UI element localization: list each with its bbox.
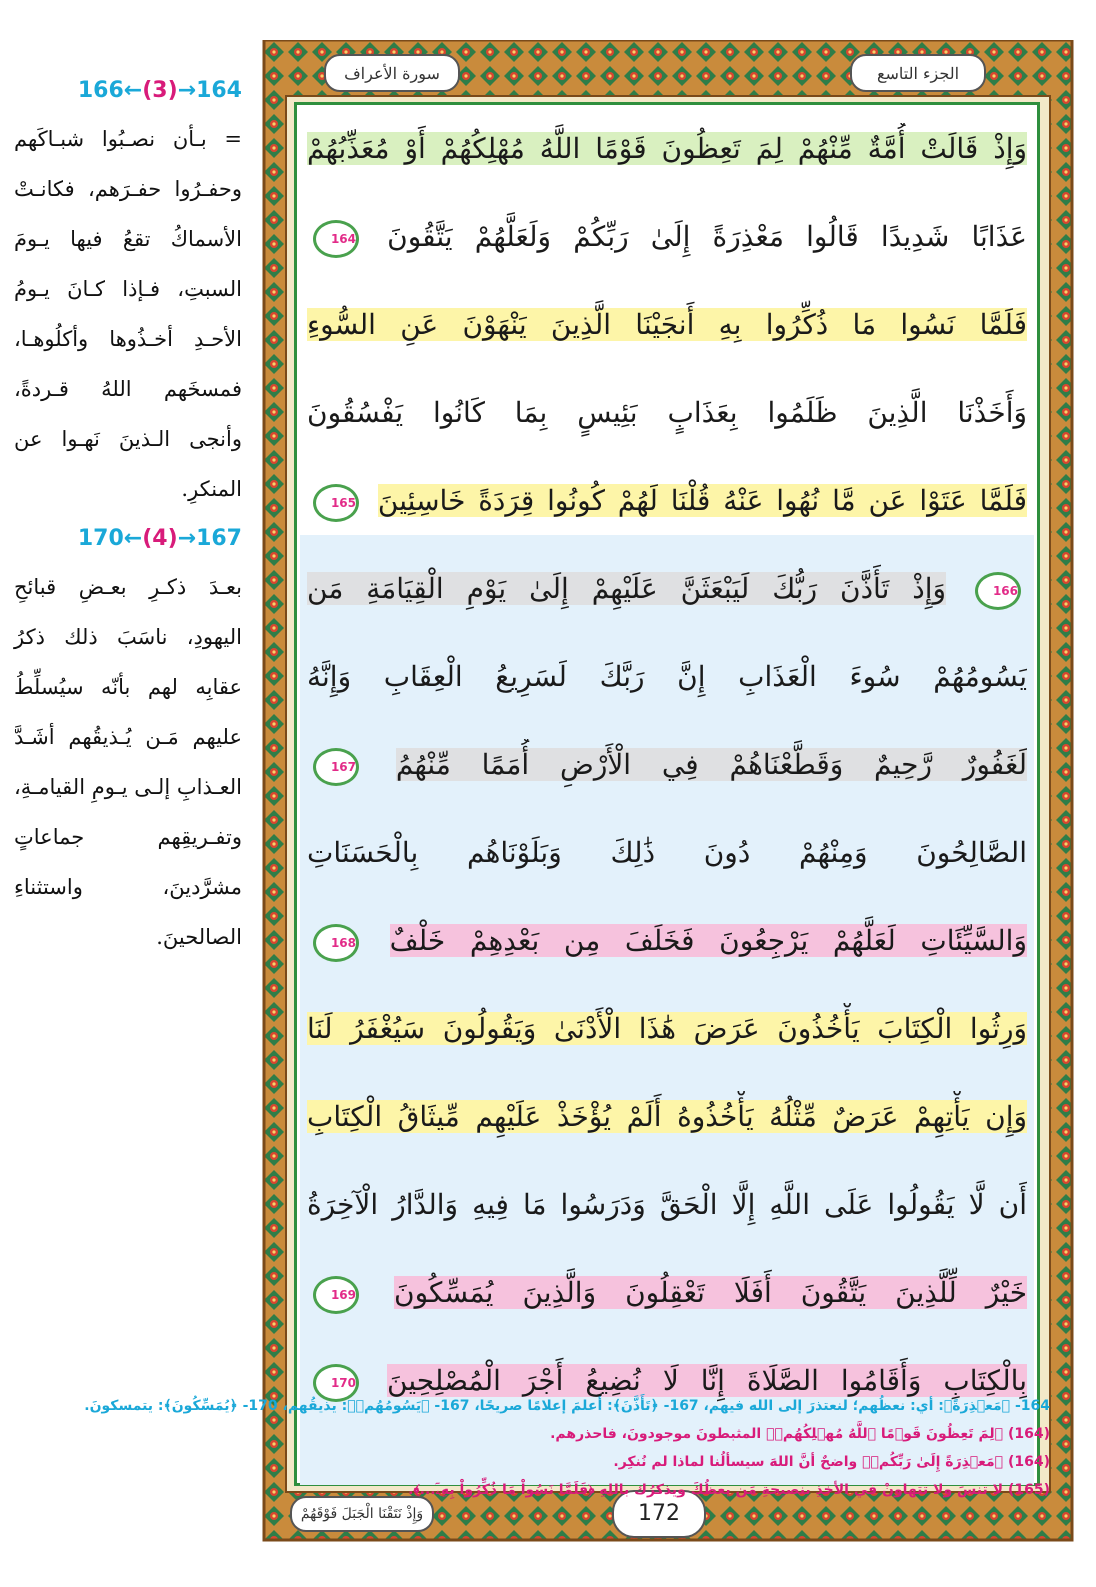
tafsir-sidebar	[14, 70, 242, 962]
footnote-vocab: 164- ﴿مَعۡذِرَةً﴾: أي: نعظُهم؛ لنعتذرَ إلى الله فيهم، 167- ﴿تَأَذَّنَ﴾: أعلمَ إعلامًا صريحًا، 167- ﴿يَسُومُهُمۡ﴾: يذيقُهم، 170- ﴿يُمَسِّكُونَ﴾: يتمسكونَ.	[84, 1398, 1050, 1414]
verse-line-11: وَرِثُوا الْكِتَابَ يَأْخُذُونَ عَرَضَ هَٰذَا الْأَدْنَىٰ وَيَقُولُونَ سَيُغْفَرُ لَنَا	[307, 1012, 1027, 1045]
verse-line-10: وَالسَّيِّئَاتِ لَعَلَّهُمْ يَرْجِعُونَ فَخَلَفَ مِن بَعْدِهِمْ خَلْفٌ 168	[307, 915, 1027, 967]
footnote-165: (165) لا تنسَ ولا تتهاونْ في الأخذِ بنصيحةِ مَن يعظُكَ ويذكرُك باللهِ ﴿فَلَمَّا نَسُواْ مَا ذُكِّرُواْ بِهِۦٓ...﴾.	[408, 1482, 1050, 1498]
verse-number-marker: 169	[313, 1276, 359, 1314]
juz-label: الجزء التاسع	[850, 54, 986, 92]
range-from: 167	[196, 526, 242, 551]
verse-line-15: بِالْكِتَابِ وَأَقَامُوا الصَّلَاةَ إِنَّا لَا نُضِيعُ أَجْرَ الْمُصْلِحِينَ 170	[307, 1355, 1027, 1407]
verse-line-8: لَغَفُورٌ رَّحِيمٌ وَقَطَّعْنَاهُمْ فِي الْأَرْضِ أُمَمًا مِّنْهُمُ 167	[307, 739, 1027, 791]
mushaf-page	[262, 40, 1074, 1540]
verse-line-13: أَن لَّا يَقُولُوا عَلَى اللَّهِ إِلَّا الْحَقَّ وَدَرَسُوا مَا فِيهِ وَالدَّارُ الْآخِرَةُ	[307, 1188, 1027, 1221]
range-count: (3)	[142, 78, 178, 103]
range-to: 170	[77, 526, 124, 551]
range-count: (4)	[142, 526, 178, 551]
catchword: وَإِذْ نَتَقْنَا الْجَبَلَ فَوْقَهُمْ	[290, 1496, 434, 1532]
verse-line-6: 166 وَإِذْ تَأَذَّنَ رَبُّكَ لَيَبْعَثَنَّ عَلَيْهِمْ إِلَىٰ يَوْمِ الْقِيَامَةِ مَن	[307, 563, 1027, 615]
verse-range-1: 166←(3)→164	[77, 78, 242, 103]
verse-number-marker: 165	[313, 484, 359, 522]
range-to: 166	[77, 78, 124, 103]
verse-line-3: فَلَمَّا نَسُوا مَا ذُكِّرُوا بِهِ أَنجَيْنَا الَّذِينَ يَنْهَوْنَ عَنِ السُّوءِ	[307, 308, 1027, 341]
footnotes-block	[40, 1392, 1050, 1504]
verse-line-2: عَذَابًا شَدِيدًا قَالُوا مَعْذِرَةً إِلَىٰ رَبِّكُمْ وَلَعَلَّهُمْ يَتَّقُونَ 164	[307, 211, 1027, 263]
verse-line-14: خَيْرٌ لِّلَّذِينَ يَتَّقُونَ أَفَلَا تَعْقِلُونَ وَالَّذِينَ يُمَسِّكُونَ 169	[307, 1267, 1027, 1319]
verse-area	[294, 102, 1040, 1486]
verse-line-1: وَإِذْ قَالَتْ أُمَّةٌ مِّنْهُمْ لِمَ تَعِظُونَ قَوْمًا اللَّهُ مُهْلِكُهُمْ أَوْ مُعَذِّبُهُمْ	[307, 132, 1027, 165]
verse-number-marker: 164	[313, 220, 359, 258]
verse-line-7: يَسُومُهُمْ سُوءَ الْعَذَابِ إِنَّ رَبَّكَ لَسَرِيعُ الْعِقَابِ وَإِنَّهُ	[307, 660, 1027, 693]
verse-range-2: 170←(4)→167	[77, 526, 242, 551]
verse-line-12: وَإِن يَأْتِهِمْ عَرَضٌ مِّثْلُهُ يَأْخُذُوهُ أَلَمْ يُؤْخَذْ عَلَيْهِم مِّيثَاقُ الْكِتَابِ	[307, 1100, 1027, 1133]
verse-number-marker: 170	[313, 1364, 359, 1402]
verse-line-4: وَأَخَذْنَا الَّذِينَ ظَلَمُوا بِعَذَابٍ بَئِيسٍ بِمَا كَانُوا يَفْسُقُونَ	[307, 396, 1027, 429]
verse-line-5: فَلَمَّا عَتَوْا عَن مَّا نُهُوا عَنْهُ قُلْنَا لَهُمْ كُونُوا قِرَدَةً خَاسِئِينَ 165	[307, 475, 1027, 527]
verse-number-marker: 167	[313, 748, 359, 786]
verse-number-marker: 166	[975, 572, 1021, 610]
surah-label: سورة الأعراف	[324, 54, 460, 92]
footnote-164b: (164) ﴿مَعۡذِرَةً إِلَىٰ رَبِّكُمۡ﴾ واضحٌ أنَّ اللهَ سيسألُنا لماذا لم نُنكِر.	[613, 1454, 1050, 1470]
footnote-164a: (164) ﴿لِمَ تَعِظُونَ قَوۡمًا ٱللَّهُ مُهۡلِكُهُمۡ﴾ المثبطونَ موجودونَ، فاحذرهم.	[550, 1426, 1050, 1442]
range-from: 164	[196, 78, 242, 103]
verse-number-marker: 168	[313, 924, 359, 962]
sidebar-note-1: = بـأن نصـبُوا شبـاكَهم وحفـرُوا حفـرَهم، فكانـتْ الأسماكُ تقعُ فيها يـومَ السبتِ، فـإذا كـانَ يـومُ الأحـدِ أخـذُوها وأكلُوهـا، فمسخَهم اللهُ قـردةً، وأنجى الـذينَ نَهـوا عن المنكرِ.	[14, 127, 242, 501]
verse-line-9: الصَّالِحُونَ وَمِنْهُمْ دُونَ ذَٰلِكَ وَبَلَوْنَاهُم بِالْحَسَنَاتِ	[307, 836, 1027, 869]
sidebar-note-2: بعـدَ ذكـرِ بعـضِ قبائحِ اليهودِ، ناسَبَ ذلك ذكرُ عقابِه لهم بأنّه سيُسلِّطُ عليهم مَـن يُـذيقُهم أشَـدَّ العـذابِ إلـى يـومِ القيامـةِ، وتفـريقِهم جماعاتٍ مشرَّدينَ، واستثناءِ الصالحينَ.	[14, 575, 242, 949]
page-number: 172	[612, 1490, 706, 1538]
